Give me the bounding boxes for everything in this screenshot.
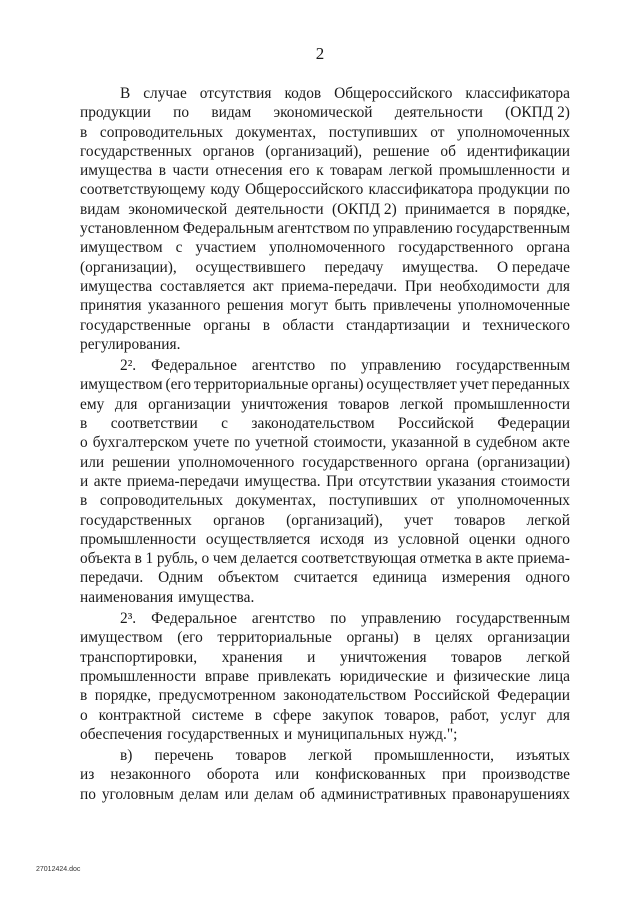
word: законодательством bbox=[251, 415, 375, 433]
word: вправе bbox=[204, 667, 249, 685]
word: легкой bbox=[389, 162, 433, 180]
word: уничтожения bbox=[340, 648, 427, 666]
word: уголовным bbox=[101, 785, 174, 803]
text-line bbox=[80, 180, 570, 199]
word: контрактной bbox=[98, 706, 181, 724]
text-line bbox=[80, 316, 570, 335]
text-line bbox=[80, 277, 570, 296]
text-line bbox=[80, 472, 570, 491]
word: для bbox=[114, 395, 138, 413]
word: территориальные bbox=[193, 376, 309, 394]
word: промышленности, bbox=[374, 747, 495, 765]
word: о bbox=[80, 434, 88, 452]
word: имущества. bbox=[402, 258, 479, 276]
word: управлению bbox=[361, 610, 442, 628]
word: государственным bbox=[456, 610, 570, 628]
word: государственные bbox=[80, 316, 191, 334]
word: юридические bbox=[339, 667, 428, 685]
word: экономической bbox=[273, 104, 373, 122]
word: территориальные bbox=[217, 629, 332, 647]
paragraph bbox=[80, 609, 570, 744]
word: государственных bbox=[80, 142, 192, 160]
word: При bbox=[326, 472, 354, 490]
word: продукции bbox=[478, 181, 549, 199]
word: закупок bbox=[322, 706, 374, 724]
word: Одним bbox=[158, 569, 204, 587]
word: делам bbox=[179, 785, 219, 803]
word: имущества bbox=[80, 277, 153, 295]
word: товаров bbox=[338, 395, 390, 413]
text-line bbox=[80, 296, 570, 315]
word: государственных bbox=[167, 725, 279, 743]
text-line bbox=[80, 395, 570, 414]
text-line bbox=[80, 530, 570, 549]
word: в bbox=[80, 492, 88, 510]
text-line bbox=[80, 511, 570, 530]
text-line bbox=[80, 238, 570, 257]
word: Федеральным bbox=[182, 220, 274, 238]
word: При bbox=[404, 277, 432, 295]
word: указанного bbox=[147, 297, 221, 315]
word: по bbox=[173, 104, 190, 122]
word: нужд."; bbox=[408, 725, 458, 743]
word: бухгалтерском bbox=[92, 434, 189, 452]
word: 2². bbox=[120, 357, 137, 375]
word: считается bbox=[293, 569, 358, 587]
word: видам bbox=[80, 200, 120, 218]
word: оценки bbox=[468, 530, 516, 548]
word: органа bbox=[526, 239, 570, 257]
text-line bbox=[80, 648, 570, 667]
text-line bbox=[80, 161, 570, 180]
word: муниципальных bbox=[297, 725, 404, 743]
word: документах, bbox=[235, 492, 317, 510]
word: приема-передачи bbox=[127, 472, 240, 490]
word: учет bbox=[459, 376, 489, 394]
word: классификатора bbox=[465, 85, 570, 102]
word: Российской bbox=[398, 415, 474, 433]
word: документах, bbox=[235, 123, 317, 141]
word: физические bbox=[453, 667, 531, 685]
word: Федеральное bbox=[151, 610, 237, 628]
word: привлечены bbox=[372, 297, 452, 315]
document-body bbox=[80, 84, 570, 804]
word: установленном bbox=[80, 220, 180, 238]
word: перечень bbox=[154, 747, 214, 765]
text-line bbox=[80, 356, 570, 375]
word: деятельности bbox=[394, 104, 483, 122]
word: легкой bbox=[526, 511, 570, 529]
word: уполномоченных bbox=[457, 123, 570, 141]
word: для bbox=[547, 706, 570, 724]
word: уполномоченные bbox=[457, 297, 570, 315]
word: (организации) bbox=[477, 453, 570, 471]
word: по bbox=[234, 434, 251, 452]
word: указания bbox=[437, 472, 496, 490]
word: по bbox=[330, 610, 347, 628]
word: Российской bbox=[413, 687, 490, 705]
word: в bbox=[475, 550, 483, 568]
word: хранения bbox=[221, 648, 283, 666]
word: акте bbox=[93, 472, 122, 490]
word: имуществом bbox=[80, 239, 163, 257]
word: оборота bbox=[206, 766, 260, 784]
word: работ, bbox=[449, 706, 490, 724]
word: товаров bbox=[454, 511, 506, 529]
word: соответствующему bbox=[80, 181, 206, 199]
word: промышленности bbox=[80, 667, 197, 685]
word: конфискованных bbox=[315, 766, 426, 784]
word: учет bbox=[404, 511, 434, 529]
word: Общероссийского bbox=[244, 181, 364, 199]
word: продукции bbox=[80, 104, 151, 122]
word: приема- bbox=[517, 550, 570, 568]
text-line bbox=[80, 258, 570, 277]
word: технического bbox=[482, 316, 570, 334]
word: или bbox=[224, 785, 249, 803]
text-line bbox=[80, 706, 570, 725]
word: изъятых bbox=[516, 747, 570, 765]
word: передачу bbox=[324, 258, 384, 276]
word: и bbox=[561, 162, 570, 180]
word: (ОКПД 2) bbox=[331, 200, 397, 218]
word: и bbox=[283, 725, 293, 743]
word: Федерации bbox=[497, 687, 570, 705]
word: промышленности bbox=[80, 530, 197, 548]
word: уполномоченных bbox=[457, 492, 570, 510]
word: решение bbox=[372, 142, 430, 160]
page-number: 2 bbox=[315, 44, 325, 63]
text-line bbox=[80, 123, 570, 142]
word: составляется bbox=[159, 277, 245, 295]
text-line bbox=[80, 785, 570, 804]
text-line bbox=[80, 103, 570, 122]
word: в bbox=[262, 316, 271, 334]
word: учетной bbox=[255, 434, 309, 452]
word: поступивших bbox=[328, 492, 418, 510]
word: в bbox=[134, 550, 142, 568]
word: (его bbox=[177, 629, 203, 647]
word: и bbox=[80, 472, 89, 490]
word: государственным bbox=[456, 220, 570, 238]
text-line bbox=[80, 335, 570, 354]
word: Общероссийского bbox=[334, 85, 453, 102]
text-line bbox=[80, 725, 570, 744]
word: участием bbox=[195, 239, 257, 257]
word: о bbox=[201, 550, 210, 568]
word: учете bbox=[193, 434, 230, 452]
text-line bbox=[80, 588, 570, 607]
word: его bbox=[289, 162, 310, 180]
word: промышленности bbox=[438, 162, 556, 180]
word: или bbox=[80, 453, 105, 471]
word: и bbox=[436, 667, 445, 685]
word: в bbox=[80, 415, 88, 433]
word: органы bbox=[203, 316, 251, 334]
word: в bbox=[158, 162, 167, 180]
word: акте bbox=[485, 550, 514, 568]
word: транспортировки, bbox=[80, 648, 198, 666]
word: предусмотренном bbox=[158, 687, 276, 705]
word: указанной bbox=[391, 434, 459, 452]
word: делам bbox=[254, 785, 294, 803]
word: Федерации bbox=[497, 415, 570, 433]
word: деятельности bbox=[235, 200, 324, 218]
word: акт bbox=[252, 277, 274, 295]
word: уничтожения bbox=[241, 395, 328, 413]
word: в bbox=[254, 706, 263, 724]
word: по bbox=[353, 220, 370, 238]
word: стоимости bbox=[501, 472, 570, 490]
word: государственного bbox=[302, 453, 418, 471]
word: (организаций), bbox=[286, 511, 383, 529]
word: порядке, bbox=[94, 687, 152, 705]
word: привлекать bbox=[257, 667, 331, 685]
word: организации bbox=[148, 395, 231, 413]
word: лица bbox=[538, 667, 570, 685]
text-line bbox=[80, 568, 570, 587]
word: Федеральное bbox=[151, 357, 237, 375]
word: агентство bbox=[251, 610, 316, 628]
word: организации bbox=[487, 629, 570, 647]
word: производстве bbox=[482, 766, 570, 784]
word: поступивших bbox=[328, 123, 418, 141]
paragraph bbox=[80, 746, 570, 804]
word: по bbox=[554, 181, 570, 199]
text-line bbox=[80, 219, 570, 238]
word: с bbox=[175, 239, 183, 257]
word: делается bbox=[240, 550, 298, 568]
word: в bbox=[463, 434, 471, 452]
text-line bbox=[80, 609, 570, 628]
word: государственным bbox=[456, 357, 570, 375]
word: от bbox=[430, 492, 445, 510]
word: решении bbox=[112, 453, 171, 471]
word: наименования bbox=[80, 588, 174, 606]
word: легкой bbox=[526, 648, 570, 666]
word: органов bbox=[202, 142, 255, 160]
word: органы) bbox=[346, 629, 399, 647]
word: об bbox=[299, 785, 315, 803]
word: осуществляется bbox=[205, 530, 311, 548]
word: принимается bbox=[405, 200, 490, 218]
word: и bbox=[307, 648, 316, 666]
word: уполномоченного bbox=[178, 453, 295, 471]
word: отсутствия bbox=[199, 85, 272, 102]
word: административных bbox=[320, 785, 447, 803]
word: или bbox=[275, 766, 300, 784]
word: объектом bbox=[218, 569, 279, 587]
word: кодов bbox=[284, 85, 322, 102]
word: товаров bbox=[235, 747, 287, 765]
text-line bbox=[80, 491, 570, 510]
word: к bbox=[316, 162, 324, 180]
word: о bbox=[80, 706, 88, 724]
word: имуществом bbox=[80, 629, 163, 647]
word: в bbox=[498, 200, 506, 218]
word: О передаче bbox=[497, 258, 570, 276]
word: объекта bbox=[80, 550, 131, 568]
word: судебном bbox=[475, 434, 538, 452]
word: отсутствии bbox=[358, 472, 432, 490]
word: имуществом bbox=[80, 376, 163, 394]
word: (его bbox=[165, 376, 192, 394]
word: легкой bbox=[399, 395, 444, 413]
word: органов bbox=[213, 511, 265, 529]
word: из bbox=[373, 530, 389, 548]
word: системе bbox=[191, 706, 244, 724]
word: единица bbox=[372, 569, 427, 587]
word: могут bbox=[290, 297, 329, 315]
word: В bbox=[120, 85, 131, 102]
word: уполномоченного bbox=[269, 239, 386, 257]
text-line bbox=[80, 765, 570, 784]
word: в) bbox=[120, 747, 133, 765]
word: 2³. bbox=[120, 610, 137, 628]
paragraph bbox=[80, 84, 570, 354]
word: соответствии bbox=[110, 415, 198, 433]
word: (организаций), bbox=[265, 142, 363, 160]
word: части bbox=[172, 162, 209, 180]
word: области bbox=[282, 316, 334, 334]
word: в bbox=[80, 687, 88, 705]
word: отнесения bbox=[215, 162, 283, 180]
word: приема-передачи. bbox=[281, 277, 398, 295]
word: для bbox=[547, 277, 570, 295]
word: одного bbox=[525, 530, 570, 548]
word: управлению bbox=[361, 357, 442, 375]
word: от bbox=[430, 123, 445, 141]
word: решения bbox=[226, 297, 284, 315]
word: об bbox=[440, 142, 456, 160]
word: имущества. bbox=[244, 472, 321, 490]
word: в bbox=[413, 629, 421, 647]
word: необходимости bbox=[439, 277, 540, 295]
word: осуществляет bbox=[366, 376, 457, 394]
word: быть bbox=[334, 297, 367, 315]
text-line bbox=[80, 686, 570, 705]
word: государственных bbox=[80, 511, 192, 529]
word: коду bbox=[210, 181, 240, 199]
word: сопроводительных bbox=[99, 123, 224, 141]
word: чем bbox=[212, 550, 238, 568]
paragraph bbox=[80, 356, 570, 607]
word: при bbox=[441, 766, 467, 784]
text-line bbox=[80, 375, 570, 394]
word: регулирования. bbox=[80, 335, 181, 353]
word: измерения bbox=[441, 569, 511, 587]
word: товарам bbox=[330, 162, 383, 180]
word: незаконного bbox=[110, 766, 191, 784]
word: легкой bbox=[308, 747, 352, 765]
word: переданных bbox=[491, 376, 570, 394]
word: законодательством bbox=[283, 687, 407, 705]
word: исходя bbox=[320, 530, 365, 548]
word: и bbox=[462, 316, 471, 334]
word: условной bbox=[397, 530, 460, 548]
word: видам bbox=[211, 104, 252, 122]
word: 1 bbox=[145, 550, 154, 568]
word: акте bbox=[542, 434, 570, 452]
word: в bbox=[80, 123, 88, 141]
word: (ОКПД 2) bbox=[505, 104, 570, 122]
word: ему bbox=[80, 395, 105, 413]
word: осуществившего bbox=[195, 258, 306, 276]
word: стоимости, bbox=[313, 434, 387, 452]
word: (организации), bbox=[80, 258, 177, 276]
word: имущества bbox=[80, 162, 153, 180]
word: с bbox=[221, 415, 228, 433]
text-line bbox=[80, 667, 570, 686]
word: по bbox=[80, 785, 96, 803]
word: органа bbox=[425, 453, 470, 471]
word: одного bbox=[525, 569, 570, 587]
text-line bbox=[80, 628, 570, 647]
word: стандартизации bbox=[346, 316, 450, 334]
word: по bbox=[330, 357, 347, 375]
word: сфере bbox=[272, 706, 312, 724]
text-line bbox=[80, 433, 570, 452]
word: случае bbox=[143, 85, 187, 102]
word: агентство bbox=[251, 357, 316, 375]
word: товаров bbox=[451, 648, 502, 666]
word: государственного bbox=[398, 239, 514, 257]
word: услуг bbox=[500, 706, 537, 724]
word: рубль, bbox=[156, 550, 198, 568]
word: товаров, bbox=[384, 706, 440, 724]
word: имущества. bbox=[178, 588, 255, 606]
word: классификатора bbox=[368, 181, 473, 199]
word: управлению bbox=[372, 220, 453, 238]
word: из bbox=[80, 766, 95, 784]
word: органы) bbox=[311, 376, 364, 394]
word: целях bbox=[435, 629, 473, 647]
word: сопроводительных bbox=[99, 492, 224, 510]
word: экономической bbox=[128, 200, 228, 218]
file-name-footer: 27012424.doc bbox=[36, 866, 81, 873]
text-line bbox=[80, 549, 570, 568]
text-line bbox=[80, 746, 570, 765]
word: порядке, bbox=[513, 200, 570, 218]
word: передачи. bbox=[80, 569, 144, 587]
word: соответствующая bbox=[301, 550, 417, 568]
word: принятия bbox=[80, 297, 142, 315]
word: отметка bbox=[419, 550, 472, 568]
word: правонарушениях bbox=[452, 785, 570, 803]
word: идентификации bbox=[466, 142, 570, 160]
word: промышленности bbox=[453, 395, 570, 413]
text-line bbox=[80, 200, 570, 219]
text-line bbox=[80, 142, 570, 161]
text-line bbox=[80, 453, 570, 472]
word: обеспечения bbox=[80, 725, 163, 743]
word: агентством bbox=[277, 220, 351, 238]
text-line bbox=[80, 84, 570, 103]
text-line bbox=[80, 414, 570, 433]
